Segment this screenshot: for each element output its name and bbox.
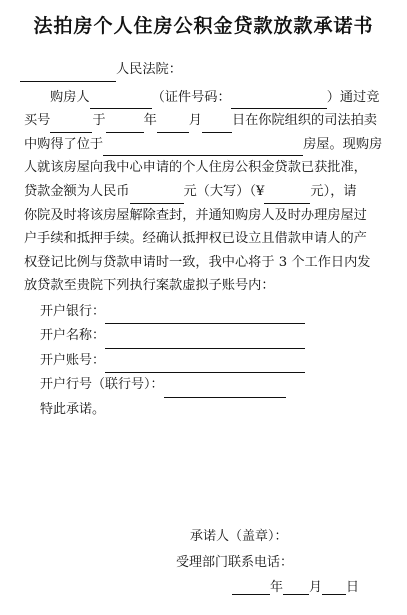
department-phone-label: 受理部门联系电话： [176,555,294,570]
sign-date [232,576,359,595]
id-number-blank [231,92,327,109]
month-blank [157,116,189,133]
sign-day-blank [322,578,346,595]
field-account-number-blank [105,357,305,373]
text-id-number: （证件号码： [151,89,231,105]
text-buyer: 购房人 [50,89,90,105]
field-account-number [24,349,383,374]
document-title: 法拍房个人住房公积金贷款放款承诺书 [33,15,374,37]
field-bank-label: 开户银行： [40,303,106,319]
body-line-2 [24,109,383,133]
sign-month-blank [283,578,309,595]
field-account-number-label: 开户账号： [40,352,106,368]
amount-capital-blank [264,187,310,204]
text-auction: 日在你院组织的司法拍卖 [231,113,377,129]
field-bank-blank [105,308,305,324]
sign-month-label: 月 [309,580,323,595]
body-line-7: 户手续和抵押手续。经确认抵押权已设立且借款申请人的产 [24,231,367,247]
text-located-at: 中购得了位于 [24,136,104,152]
sign-year-blank [232,578,270,595]
address-blank [103,139,303,156]
field-account-name-blank [105,333,305,349]
body-line-5 [24,180,383,204]
field-bank-code [24,373,383,398]
text-bid: ）通过竞 [326,89,380,105]
text-on: 于 [92,113,106,129]
body-line-8: 权登记比例与贷款申请时一致，我中心将于 3 个工作日内发 [24,254,371,270]
sign-day-label: 日 [346,580,360,595]
amount-blank [130,187,184,204]
closing-text: 特此承诺。 [40,401,106,417]
body-line-6: 你院及时将该房屋解除查封，并通知购房人及时办理房屋过 [24,207,367,223]
field-account-name [24,324,383,349]
promisor-seal-label: 承诺人（盖章）： [190,529,288,544]
field-bank-code-blank [164,382,286,398]
text-house: 房屋。现购房 [303,136,383,152]
text-bid-number: 买号 [24,113,51,129]
field-bank-code-label: 开户行号（联行号）： [40,377,164,393]
text-capital: 元（大写）（¥ [183,183,265,199]
addressee-label: 人民法院： [116,62,182,77]
text-please: 元），请 [310,183,357,199]
text-loan-amount: 贷款金额为人民币 [24,183,130,199]
addressee-line [24,58,383,82]
sign-year-label: 年 [270,580,284,595]
field-bank [24,300,383,325]
body-line-4: 人就该房屋向我中心申请的个人住房公积金贷款已获批准， [24,160,367,176]
body-line-3 [24,133,383,157]
bid-number-blank [50,116,92,133]
text-month: 月 [188,113,202,129]
year-blank [106,116,144,133]
day-blank [202,116,232,133]
body-line-1 [24,86,383,110]
field-account-name-label: 开户名称： [40,328,106,344]
court-name-blank [20,65,116,82]
account-fields [24,300,383,423]
body-line-9: 放贷款至贵院下列执行案款虚拟子账号内： [24,278,275,294]
text-year: 年 [143,113,157,129]
buyer-name-blank [90,92,152,109]
